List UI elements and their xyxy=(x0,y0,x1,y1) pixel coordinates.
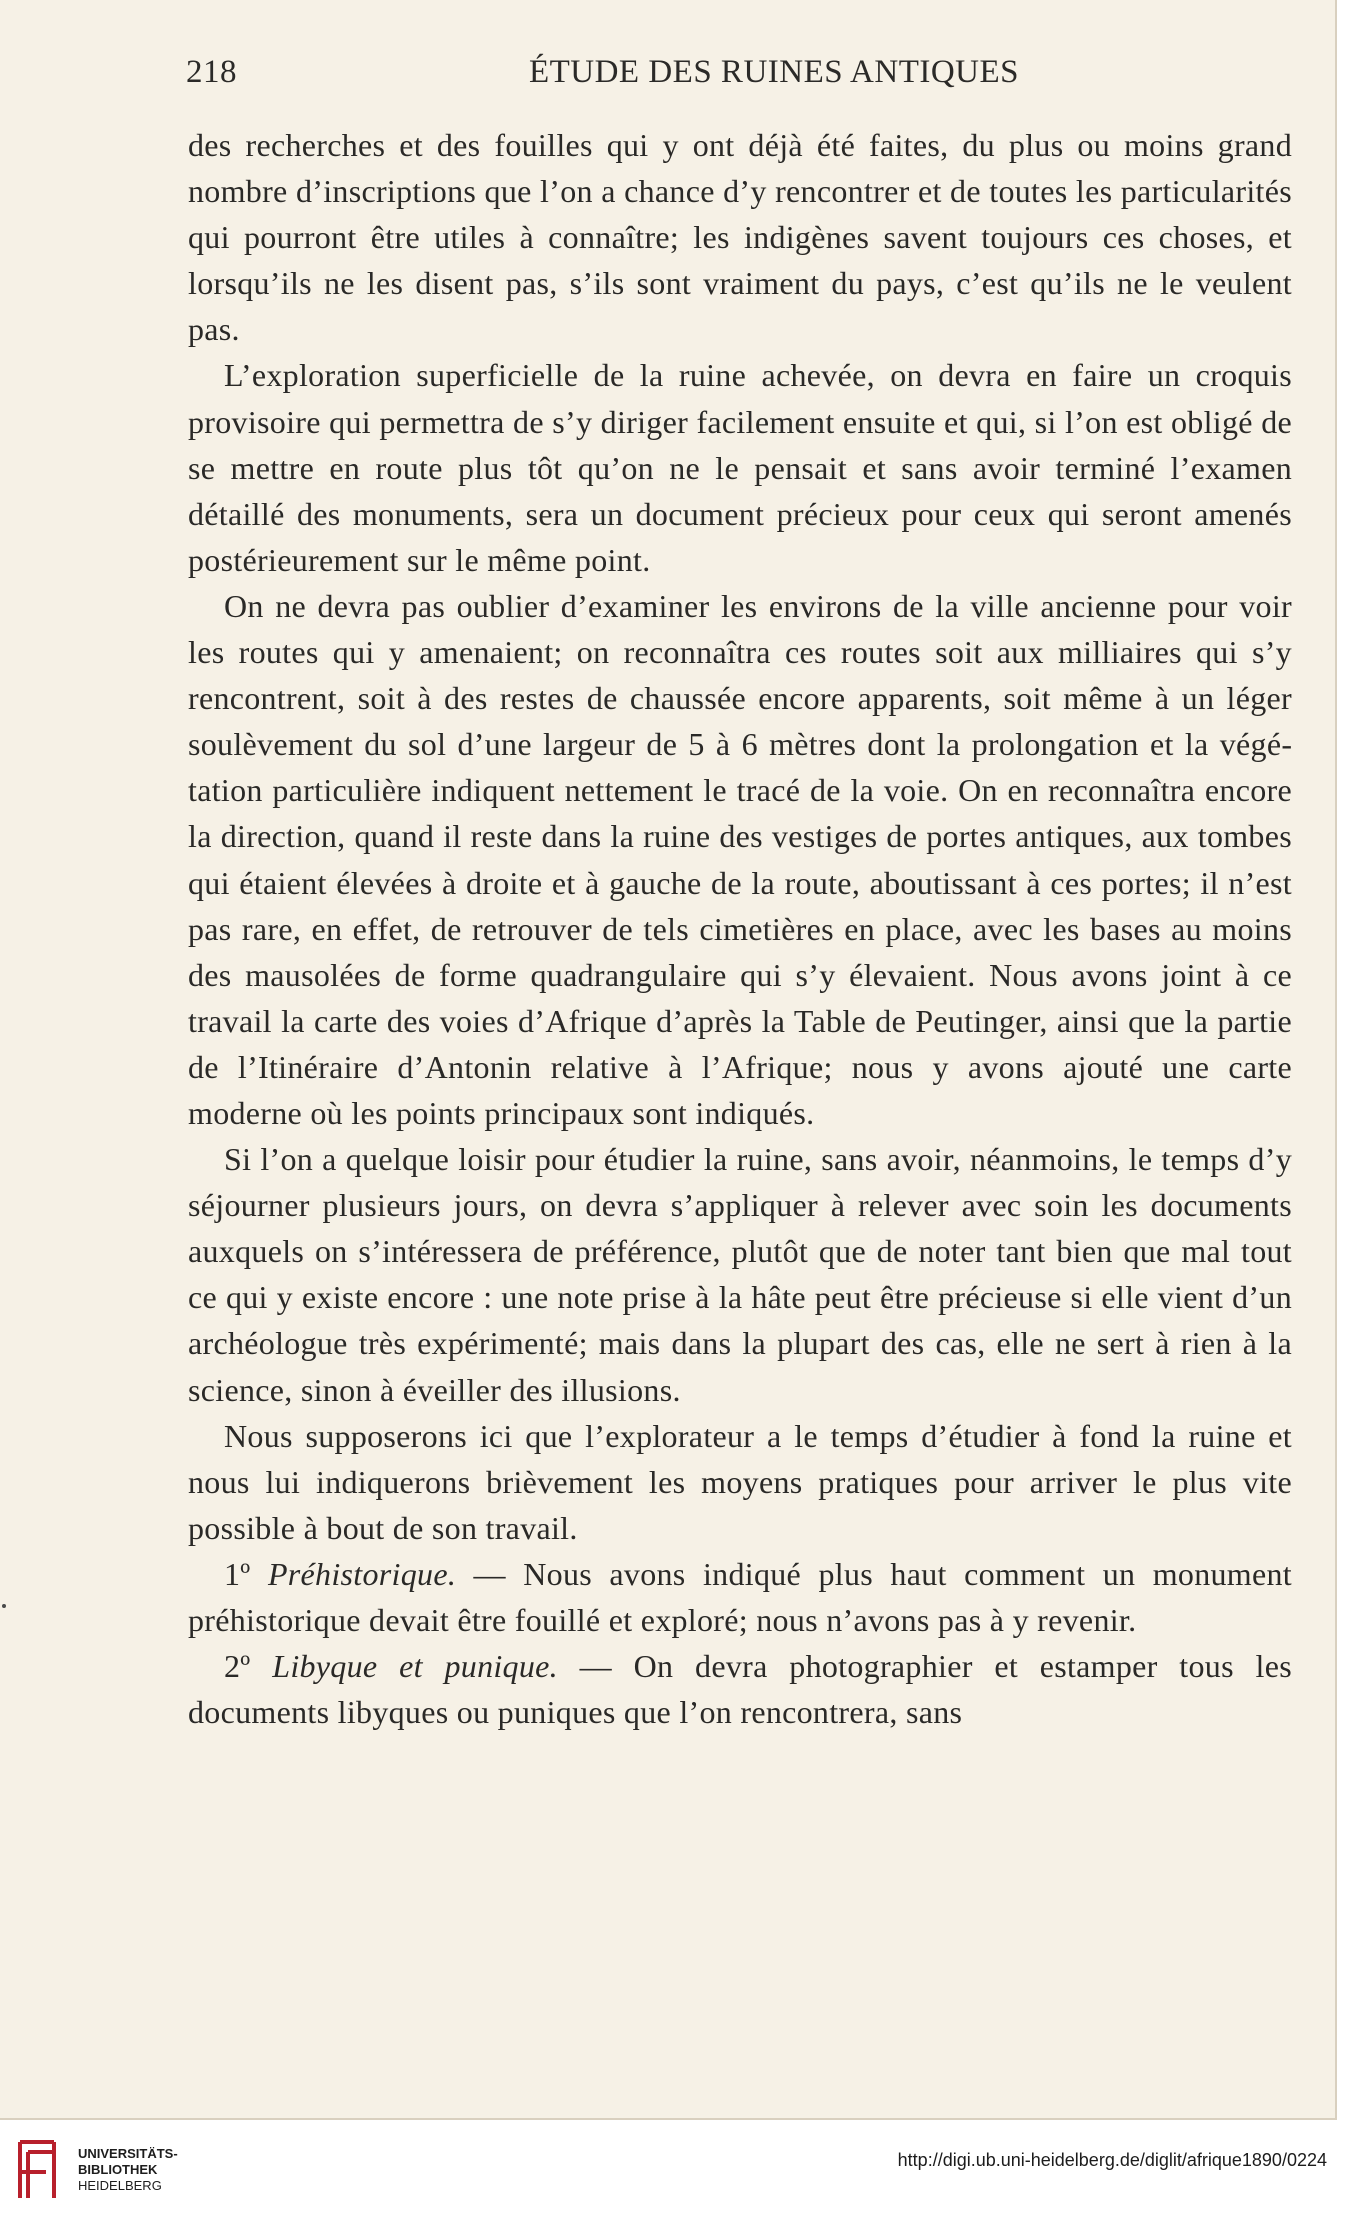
source-url-link[interactable]: http://digi.ub.uni-heidelberg.de/diglit/afrique1890/0224 xyxy=(897,2150,1327,2170)
page-number: 218 xyxy=(186,54,237,90)
library-name xyxy=(78,2146,178,2194)
section-number: 1º xyxy=(224,1555,251,1592)
section-title: Libyque et punique. xyxy=(272,1648,558,1685)
paragraph-6 xyxy=(188,1551,1292,1643)
body-text xyxy=(188,122,1292,1735)
library-name-line: BIBLIOTHEK xyxy=(78,2162,158,2177)
page-header xyxy=(186,54,1312,100)
library-logo-icon xyxy=(14,2138,58,2202)
section-title: Préhistorique. xyxy=(267,1555,457,1592)
running-head: ÉTUDE DES RUINES ANTIQUES xyxy=(528,54,1020,90)
paragraph-4: Si l’on a quelque loisir pour étudier la ruine, sans avoir, néanmoins, le temps d’y séjourner plusieurs jours, on devra s’appliquer à relever avec soin les documents auxquels on s’intéressera de préférence, plutôt que de noter tant bien que mal tout ce qui y existe encore : une note prise à la hâte peut être précieuse si elle vient d’un archéologue très expérimenté; mais dans la plupart des cas, elle ne sert à rien à la science, sinon à éveiller des illusions. xyxy=(188,1141,1292,1408)
paragraph-3: On ne devra pas oublier d’examiner les environs de la ville ancienne pour voir les routes qui y amenaient; on reconnaîtra ces routes soit aux milliaires qui s’y rencontrent, soit à des restes de chaussée encore apparents, soit même à un léger soulèvement du sol d’une largeur de 5 à 6 mètres dont la prolongation et la végétation particulière indiquent nettement le tracé de la voie. On en reconnaîtra encore la direction, quand il reste dans la ruine des vestiges de portes antiques, aux tombes qui étaient élevées à droite et à gauche de la route, aboutissant à ces portes; il n’est pas rare, en effet, de retrouver de tels cimetières en place, avec les bases au moins des mausolées de forme quadrangulaire qui s’y élevaient. Nous avons joint à ce travail la carte des voies d’Afrique d’après la Table de Peutinger, ainsi que la partie de l’Itinéraire d’Antonin relative à l’Afrique; nous y avons ajouté une carte moderne où les points principaux sont indiqués. xyxy=(188,587,1292,1131)
scan-speck xyxy=(2,1604,6,1608)
digitization-footer xyxy=(0,2120,1345,2222)
paragraph-2: L’exploration superficielle de la ruine achevée, on devra en faire un croquis provisoire qui permettra de s’y diriger facilement ensuite et qui, si l’on est obligé de se mettre en route plus tôt qu’on ne le pensait et sans avoir terminé l’examen détaillé des monuments, sera un document précieux pour ceux qui seront amenés postérieurement sur le même point. xyxy=(188,357,1292,578)
section-number: 2º xyxy=(224,1648,251,1685)
library-name-line: UNIVERSITÄTS- xyxy=(78,2146,178,2161)
paragraph-7 xyxy=(188,1643,1292,1735)
paragraph-1: des recherches et des fouilles qui y ont déjà été faites, du plus ou moins grand nombre d’inscriptions que l’on a chance d’y rencontrer et de toutes les particularités qui pourront être utiles à connaître; les indigènes savent toujours ces choses, et lorsqu’ils ne les disent pas, s’ils sont vraiment du pays, c’est qu’ils ne le veulent pas. xyxy=(188,127,1292,348)
section-text: — Nous avons indiqué plus haut comment un monument préhistorique devait être fouillé et exploré; nous n’avons pas à y revenir. xyxy=(188,1555,1292,1638)
paragraph-5: Nous supposerons ici que l’explorateur a le temps d’étudier à fond la ruine et nous lui indiquerons brièvement les moyens pratiques pour arriver le plus vite possible à bout de son travail. xyxy=(188,1417,1292,1546)
library-name-line: HEIDELBERG xyxy=(78,2178,162,2193)
section-text: — On devra photographier et estamper tous les documents libyques ou puniques que l’on rencontrera, sans xyxy=(188,1648,1292,1731)
